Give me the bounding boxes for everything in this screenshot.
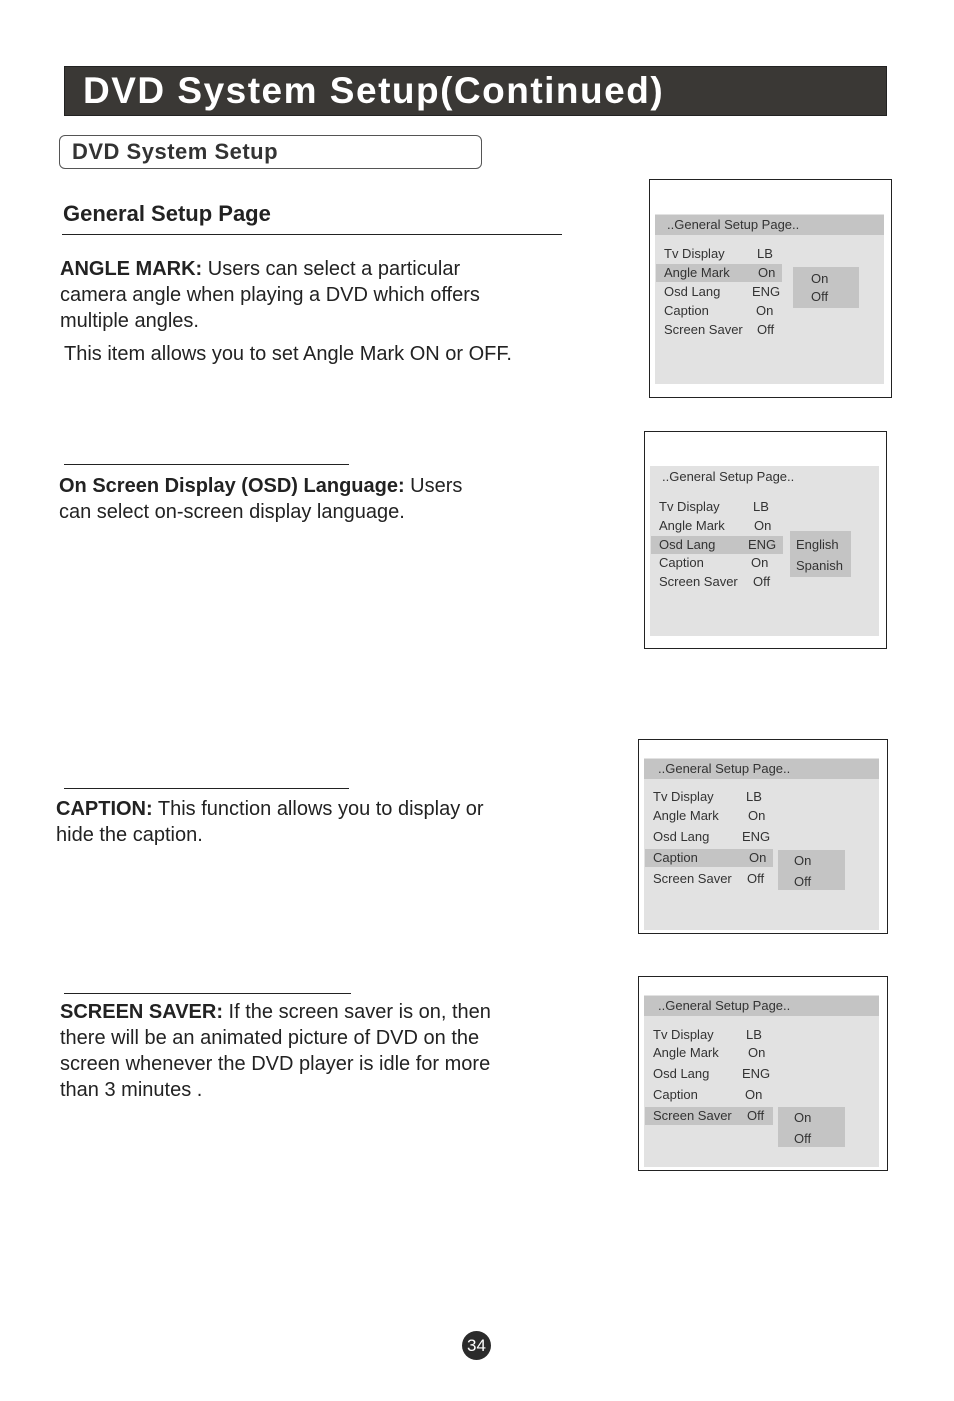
menu-value: On — [756, 303, 774, 318]
caption-term: CAPTION: — [56, 798, 153, 820]
menu-value: Off — [747, 871, 765, 886]
menu-row-osd-lang[interactable] — [651, 536, 783, 554]
language-popup — [790, 531, 851, 577]
osd-screen-angle-mark — [649, 179, 892, 398]
screen-saver-term: SCREEN SAVER: — [60, 1001, 223, 1023]
menu-row-caption — [656, 302, 782, 320]
menu-label: Caption — [664, 303, 709, 318]
menu-value: ENG — [742, 829, 771, 844]
angle-mark-text-3: multiple angles. — [60, 310, 199, 332]
osd-lang-description — [59, 473, 519, 525]
menu-label: Caption — [653, 850, 698, 865]
caption-text-2: hide the caption. — [56, 824, 203, 846]
menu-value: On — [748, 1045, 766, 1060]
angle-mark-text-1: Users can select a particular — [202, 258, 461, 280]
menu-label: Angle Mark — [659, 518, 725, 533]
menu-value: Off — [747, 1108, 765, 1123]
menu-value: On — [754, 518, 772, 533]
option-popup — [778, 850, 845, 890]
menu-row-tv-display — [645, 1026, 773, 1044]
page-title: DVD System Setup(Continued) — [64, 66, 887, 116]
screen-saver-text-3: screen whenever the DVD player is idle for more — [60, 1053, 491, 1075]
screen-saver-text-2: there will be an animated picture of DVD on the — [60, 1027, 480, 1049]
menu-row-caption — [651, 554, 783, 572]
option-popup — [778, 1107, 845, 1147]
screen-header: ..General Setup Page.. — [655, 215, 884, 235]
menu-row-angle-mark[interactable] — [656, 264, 782, 282]
option-on[interactable]: On — [794, 1110, 812, 1125]
menu-value: LB — [757, 246, 773, 261]
menu-value: Off — [757, 322, 775, 337]
option-on[interactable]: On — [794, 853, 812, 868]
menu-label: Screen Saver — [659, 574, 738, 589]
caption-description — [56, 796, 526, 848]
menu-label: Caption — [659, 555, 704, 570]
option-on[interactable]: On — [811, 271, 829, 286]
menu-label: Screen Saver — [653, 871, 732, 886]
menu-label: Osd Lang — [653, 1066, 710, 1081]
screen-saver-description — [60, 999, 530, 1103]
osd-screen-caption — [638, 739, 888, 934]
menu-row-screen-saver — [651, 573, 783, 591]
menu-row-screen-saver — [645, 870, 773, 888]
menu-label: Caption — [653, 1087, 698, 1102]
osd-lang-text-1: Users — [404, 475, 463, 497]
option-off[interactable]: Off — [794, 1131, 812, 1146]
menu-label: Tv Display — [653, 1027, 714, 1042]
screen-saver-text-4: than 3 minutes . — [60, 1079, 203, 1101]
osd-screen-screen-saver — [638, 976, 888, 1171]
option-english[interactable]: English — [796, 537, 839, 552]
osd-screen-osd-lang — [644, 431, 887, 649]
page-heading: General Setup Page — [63, 201, 271, 226]
osd-lang-text-2: can select on-screen display language. — [59, 501, 405, 523]
menu-value: On — [751, 555, 769, 570]
angle-mark-text-2: camera angle when playing a DVD which offers — [60, 284, 480, 306]
menu-label: Screen Saver — [653, 1108, 732, 1123]
menu-row-angle-mark — [645, 807, 773, 825]
angle-mark-description — [60, 256, 580, 334]
menu-label: Osd Lang — [653, 829, 710, 844]
menu-row-osd-lang — [645, 1065, 773, 1083]
menu-value: On — [748, 808, 766, 823]
menu-label: Screen Saver — [664, 322, 743, 337]
menu-label: Osd Lang — [659, 537, 716, 552]
menu-value: Off — [753, 574, 771, 589]
section-label: DVD System Setup — [59, 135, 482, 169]
screen-saver-text-1: If the screen saver is on, then — [223, 1001, 491, 1023]
menu-row-tv-display — [645, 788, 773, 806]
menu-label: Tv Display — [653, 789, 714, 804]
menu-value: On — [749, 850, 767, 865]
section-rule — [64, 464, 349, 465]
menu-row-angle-mark — [651, 517, 783, 535]
menu-label: Tv Display — [664, 246, 725, 261]
menu-row-screen-saver[interactable] — [645, 1107, 773, 1125]
angle-mark-note: This item allows you to set Angle Mark ON or OFF. — [64, 343, 512, 365]
menu-row-tv-display — [651, 498, 783, 516]
option-spanish[interactable]: Spanish — [796, 558, 843, 573]
angle-mark-term: ANGLE MARK: — [60, 258, 203, 280]
section-rule — [64, 993, 351, 994]
menu-value: ENG — [752, 284, 781, 299]
section-rule — [64, 788, 349, 789]
menu-row-angle-mark — [645, 1044, 773, 1062]
menu-value: On — [745, 1087, 763, 1102]
menu-row-caption[interactable] — [645, 849, 773, 867]
option-off[interactable]: Off — [811, 289, 829, 304]
menu-label: Angle Mark — [653, 1045, 719, 1060]
menu-label: Angle Mark — [664, 265, 730, 280]
menu-row-tv-display — [656, 245, 790, 263]
menu-row-osd-lang — [656, 283, 782, 301]
menu-value: ENG — [748, 537, 777, 552]
menu-row-osd-lang — [645, 828, 773, 846]
page-number: 34 — [462, 1331, 491, 1360]
heading-rule — [62, 234, 562, 235]
menu-value: ENG — [742, 1066, 771, 1081]
menu-value: On — [758, 265, 776, 280]
menu-value: LB — [746, 1027, 762, 1042]
menu-row-screen-saver — [656, 321, 782, 339]
option-off[interactable]: Off — [794, 874, 812, 889]
menu-value: LB — [753, 499, 769, 514]
menu-label: Osd Lang — [664, 284, 721, 299]
screen-header: ..General Setup Page.. — [650, 467, 879, 487]
menu-label: Tv Display — [659, 499, 720, 514]
caption-text-1: This function allows you to display or — [152, 798, 484, 820]
osd-lang-term: On Screen Display (OSD) Language: — [59, 475, 405, 497]
screen-header: ..General Setup Page.. — [644, 759, 879, 779]
screen-header: ..General Setup Page.. — [644, 996, 879, 1016]
menu-row-caption — [645, 1086, 773, 1104]
menu-value: LB — [746, 789, 762, 804]
menu-label: Angle Mark — [653, 808, 719, 823]
option-popup — [793, 267, 859, 308]
